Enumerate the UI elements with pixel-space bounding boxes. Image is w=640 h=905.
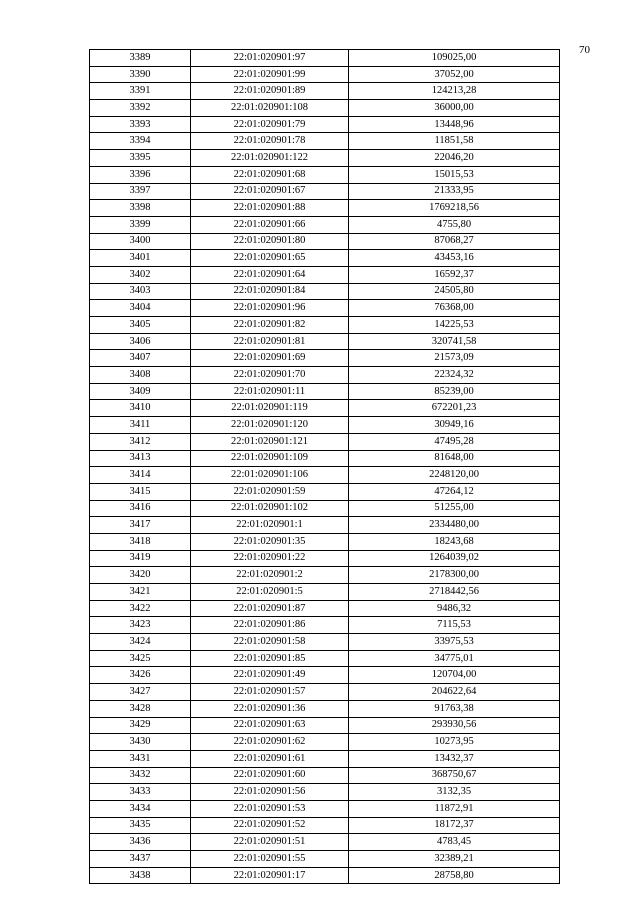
value-cell: 21573,09	[349, 350, 560, 367]
cadastral-number-cell: 22:01:020901:52	[191, 817, 349, 834]
value-cell: 51255,00	[349, 500, 560, 517]
cadastral-number-cell: 22:01:020901:63	[191, 717, 349, 734]
row-number-cell: 3389	[90, 50, 191, 67]
cadastral-number-cell: 22:01:020901:22	[191, 550, 349, 567]
value-cell: 22324,32	[349, 367, 560, 384]
row-number-cell: 3433	[90, 784, 191, 801]
value-cell: 24505,80	[349, 283, 560, 300]
row-number-cell: 3417	[90, 517, 191, 534]
cadastral-number-cell: 22:01:020901:122	[191, 150, 349, 167]
value-cell: 30949,16	[349, 417, 560, 434]
row-number-cell: 3401	[90, 250, 191, 267]
row-number-cell: 3395	[90, 150, 191, 167]
cadastral-number-cell: 22:01:020901:81	[191, 333, 349, 350]
cadastral-number-cell: 22:01:020901:70	[191, 367, 349, 384]
row-number-cell: 3431	[90, 750, 191, 767]
value-cell: 368750,67	[349, 767, 560, 784]
cadastral-number-cell: 22:01:020901:59	[191, 483, 349, 500]
row-number-cell: 3408	[90, 367, 191, 384]
table-row	[90, 717, 560, 734]
cadastral-number-cell: 22:01:020901:58	[191, 634, 349, 651]
table-row	[90, 667, 560, 684]
cadastral-number-cell: 22:01:020901:68	[191, 166, 349, 183]
row-number-cell: 3399	[90, 216, 191, 233]
value-cell: 2334480,00	[349, 517, 560, 534]
table-row	[90, 567, 560, 584]
value-cell: 47495,28	[349, 433, 560, 450]
value-cell: 4783,45	[349, 834, 560, 851]
table-row	[90, 50, 560, 67]
cadastral-number-cell: 22:01:020901:78	[191, 133, 349, 150]
row-number-cell: 3416	[90, 500, 191, 517]
cadastral-number-cell: 22:01:020901:80	[191, 233, 349, 250]
table-row	[90, 767, 560, 784]
row-number-cell: 3410	[90, 400, 191, 417]
table-row	[90, 83, 560, 100]
table-row	[90, 150, 560, 167]
row-number-cell: 3422	[90, 600, 191, 617]
cadastral-number-cell: 22:01:020901:99	[191, 66, 349, 83]
value-cell: 18243,68	[349, 533, 560, 550]
cadastral-number-cell: 22:01:020901:109	[191, 450, 349, 467]
row-number-cell: 3398	[90, 200, 191, 217]
row-number-cell: 3413	[90, 450, 191, 467]
row-number-cell: 3415	[90, 483, 191, 500]
row-number-cell: 3430	[90, 734, 191, 751]
row-number-cell: 3397	[90, 183, 191, 200]
value-cell: 293930,56	[349, 717, 560, 734]
value-cell: 28758,80	[349, 867, 560, 884]
cadastral-number-cell: 22:01:020901:120	[191, 417, 349, 434]
value-cell: 11851,58	[349, 133, 560, 150]
land-plot-table	[89, 49, 560, 884]
table-row	[90, 333, 560, 350]
table-row	[90, 784, 560, 801]
table-row	[90, 283, 560, 300]
row-number-cell: 3411	[90, 417, 191, 434]
row-number-cell: 3392	[90, 100, 191, 117]
cadastral-number-cell: 22:01:020901:56	[191, 784, 349, 801]
table-row	[90, 300, 560, 317]
value-cell: 672201,23	[349, 400, 560, 417]
table-row	[90, 433, 560, 450]
cadastral-number-cell: 22:01:020901:61	[191, 750, 349, 767]
row-number-cell: 3406	[90, 333, 191, 350]
row-number-cell: 3429	[90, 717, 191, 734]
value-cell: 2248120,00	[349, 467, 560, 484]
cadastral-number-cell: 22:01:020901:97	[191, 50, 349, 67]
table-row	[90, 450, 560, 467]
row-number-cell: 3393	[90, 116, 191, 133]
table-row	[90, 367, 560, 384]
cadastral-number-cell: 22:01:020901:36	[191, 700, 349, 717]
value-cell: 87068,27	[349, 233, 560, 250]
cadastral-number-cell: 22:01:020901:5	[191, 584, 349, 601]
row-number-cell: 3434	[90, 800, 191, 817]
value-cell: 47264,12	[349, 483, 560, 500]
table-row	[90, 467, 560, 484]
value-cell: 22046,20	[349, 150, 560, 167]
cadastral-number-cell: 22:01:020901:69	[191, 350, 349, 367]
row-number-cell: 3436	[90, 834, 191, 851]
table-row	[90, 66, 560, 83]
cadastral-number-cell: 22:01:020901:49	[191, 667, 349, 684]
table-row	[90, 216, 560, 233]
row-number-cell: 3421	[90, 584, 191, 601]
value-cell: 14225,53	[349, 317, 560, 334]
row-number-cell: 3418	[90, 533, 191, 550]
table-row	[90, 350, 560, 367]
row-number-cell: 3394	[90, 133, 191, 150]
row-number-cell: 3424	[90, 634, 191, 651]
cadastral-number-cell: 22:01:020901:65	[191, 250, 349, 267]
cadastral-number-cell: 22:01:020901:85	[191, 650, 349, 667]
value-cell: 124213,28	[349, 83, 560, 100]
table-row	[90, 400, 560, 417]
value-cell: 2178300,00	[349, 567, 560, 584]
row-number-cell: 3412	[90, 433, 191, 450]
value-cell: 10273,95	[349, 734, 560, 751]
row-number-cell: 3423	[90, 617, 191, 634]
row-number-cell: 3420	[90, 567, 191, 584]
cadastral-number-cell: 22:01:020901:35	[191, 533, 349, 550]
table-row	[90, 166, 560, 183]
row-number-cell: 3437	[90, 851, 191, 868]
table-row	[90, 133, 560, 150]
table-row	[90, 533, 560, 550]
table-row	[90, 200, 560, 217]
cadastral-number-cell: 22:01:020901:57	[191, 684, 349, 701]
row-number-cell: 3426	[90, 667, 191, 684]
value-cell: 85239,00	[349, 383, 560, 400]
row-number-cell: 3425	[90, 650, 191, 667]
value-cell: 13432,37	[349, 750, 560, 767]
value-cell: 109025,00	[349, 50, 560, 67]
cadastral-number-cell: 22:01:020901:119	[191, 400, 349, 417]
table-row	[90, 500, 560, 517]
cadastral-number-cell: 22:01:020901:79	[191, 116, 349, 133]
cadastral-number-cell: 22:01:020901:55	[191, 851, 349, 868]
table-row	[90, 266, 560, 283]
value-cell: 81648,00	[349, 450, 560, 467]
value-cell: 1769218,56	[349, 200, 560, 217]
table-row	[90, 867, 560, 884]
table-row	[90, 317, 560, 334]
cadastral-number-cell: 22:01:020901:88	[191, 200, 349, 217]
value-cell: 9486,32	[349, 600, 560, 617]
cadastral-number-cell: 22:01:020901:53	[191, 800, 349, 817]
row-number-cell: 3404	[90, 300, 191, 317]
table-row	[90, 700, 560, 717]
row-number-cell: 3400	[90, 233, 191, 250]
value-cell: 91763,38	[349, 700, 560, 717]
cadastral-number-cell: 22:01:020901:108	[191, 100, 349, 117]
cadastral-number-cell: 22:01:020901:67	[191, 183, 349, 200]
table-row	[90, 634, 560, 651]
cadastral-number-cell: 22:01:020901:64	[191, 266, 349, 283]
value-cell: 33975,53	[349, 634, 560, 651]
row-number-cell: 3432	[90, 767, 191, 784]
table-row	[90, 183, 560, 200]
value-cell: 2718442,56	[349, 584, 560, 601]
table-row	[90, 100, 560, 117]
page-number: 70	[579, 44, 590, 56]
value-cell: 34775,01	[349, 650, 560, 667]
value-cell: 36000,00	[349, 100, 560, 117]
row-number-cell: 3438	[90, 867, 191, 884]
value-cell: 21333,95	[349, 183, 560, 200]
row-number-cell: 3390	[90, 66, 191, 83]
row-number-cell: 3405	[90, 317, 191, 334]
table-row	[90, 650, 560, 667]
cadastral-number-cell: 22:01:020901:60	[191, 767, 349, 784]
row-number-cell: 3427	[90, 684, 191, 701]
table-row	[90, 550, 560, 567]
table-row	[90, 851, 560, 868]
row-number-cell: 3391	[90, 83, 191, 100]
row-number-cell: 3419	[90, 550, 191, 567]
value-cell: 18172,37	[349, 817, 560, 834]
table-body	[90, 50, 560, 884]
table-row	[90, 617, 560, 634]
row-number-cell: 3403	[90, 283, 191, 300]
cadastral-number-cell: 22:01:020901:96	[191, 300, 349, 317]
cadastral-number-cell: 22:01:020901:1	[191, 517, 349, 534]
cadastral-number-cell: 22:01:020901:17	[191, 867, 349, 884]
value-cell: 4755,80	[349, 216, 560, 233]
value-cell: 76368,00	[349, 300, 560, 317]
value-cell: 32389,21	[349, 851, 560, 868]
row-number-cell: 3402	[90, 266, 191, 283]
value-cell: 7115,53	[349, 617, 560, 634]
cadastral-number-cell: 22:01:020901:87	[191, 600, 349, 617]
cadastral-number-cell: 22:01:020901:86	[191, 617, 349, 634]
cadastral-number-cell: 22:01:020901:51	[191, 834, 349, 851]
value-cell: 3132,35	[349, 784, 560, 801]
cadastral-number-cell: 22:01:020901:66	[191, 216, 349, 233]
value-cell: 120704,00	[349, 667, 560, 684]
row-number-cell: 3428	[90, 700, 191, 717]
row-number-cell: 3409	[90, 383, 191, 400]
row-number-cell: 3396	[90, 166, 191, 183]
value-cell: 15015,53	[349, 166, 560, 183]
table-row	[90, 800, 560, 817]
table-row	[90, 233, 560, 250]
cadastral-number-cell: 22:01:020901:2	[191, 567, 349, 584]
table-row	[90, 517, 560, 534]
cadastral-number-cell: 22:01:020901:62	[191, 734, 349, 751]
value-cell: 37052,00	[349, 66, 560, 83]
row-number-cell: 3435	[90, 817, 191, 834]
cadastral-number-cell: 22:01:020901:11	[191, 383, 349, 400]
table-row	[90, 600, 560, 617]
table-row	[90, 417, 560, 434]
table-row	[90, 817, 560, 834]
table-row	[90, 584, 560, 601]
value-cell: 16592,37	[349, 266, 560, 283]
value-cell: 13448,96	[349, 116, 560, 133]
cadastral-number-cell: 22:01:020901:84	[191, 283, 349, 300]
table-row	[90, 116, 560, 133]
row-number-cell: 3407	[90, 350, 191, 367]
value-cell: 11872,91	[349, 800, 560, 817]
table-row	[90, 383, 560, 400]
table-row	[90, 750, 560, 767]
value-cell: 1264039,02	[349, 550, 560, 567]
value-cell: 204622,64	[349, 684, 560, 701]
value-cell: 320741,58	[349, 333, 560, 350]
cadastral-number-cell: 22:01:020901:121	[191, 433, 349, 450]
table-row	[90, 734, 560, 751]
table-row	[90, 250, 560, 267]
cadastral-number-cell: 22:01:020901:89	[191, 83, 349, 100]
table-row	[90, 684, 560, 701]
cadastral-number-cell: 22:01:020901:106	[191, 467, 349, 484]
cadastral-number-cell: 22:01:020901:102	[191, 500, 349, 517]
row-number-cell: 3414	[90, 467, 191, 484]
cadastral-number-cell: 22:01:020901:82	[191, 317, 349, 334]
table-row	[90, 483, 560, 500]
table-row	[90, 834, 560, 851]
value-cell: 43453,16	[349, 250, 560, 267]
